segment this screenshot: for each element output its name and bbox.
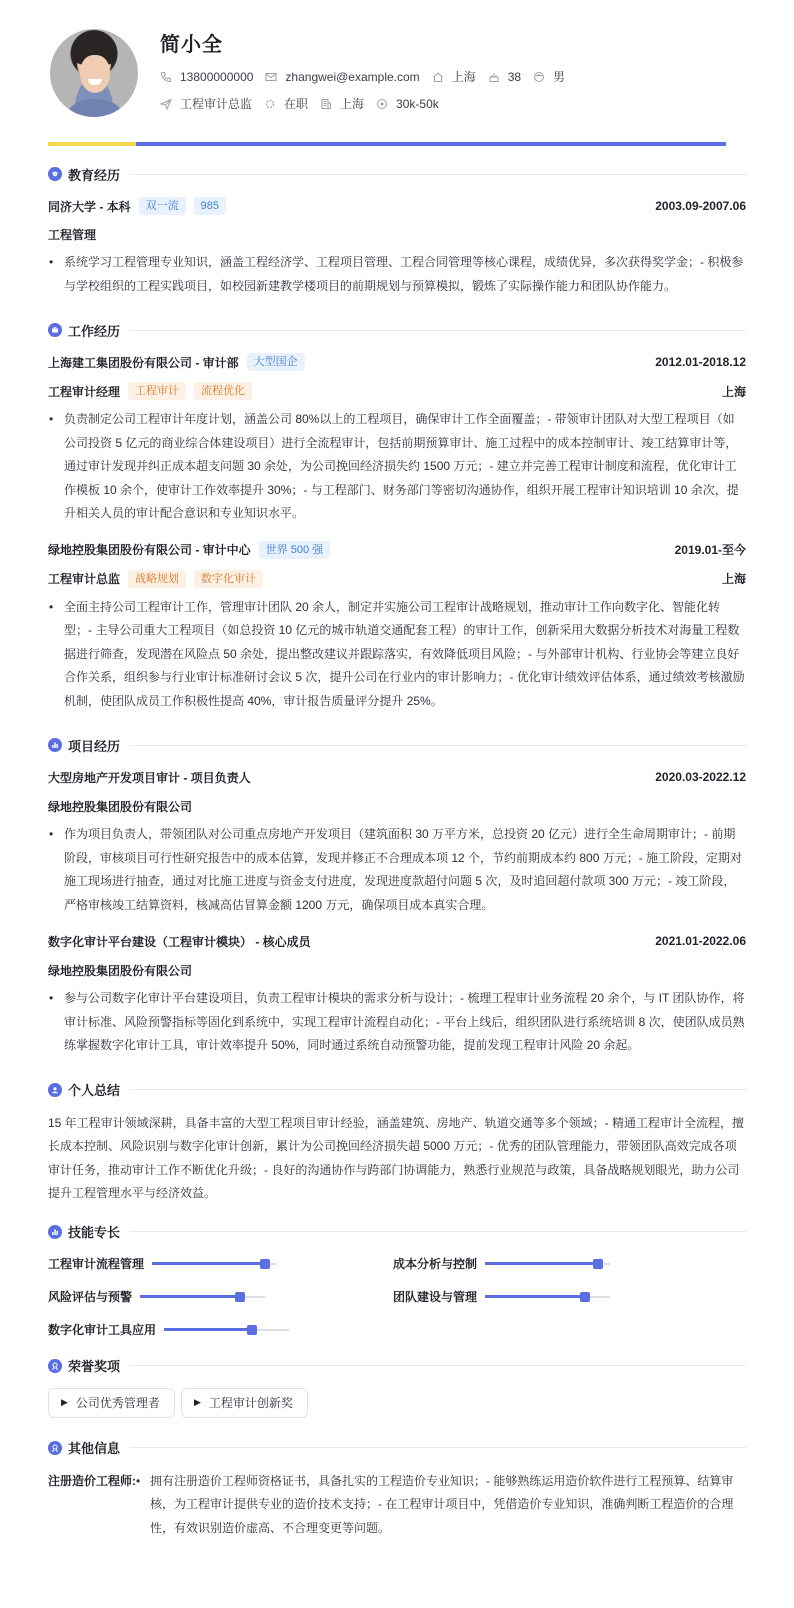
job-intent-row bbox=[160, 95, 451, 112]
project-date: 2021.01-2022.06 bbox=[655, 934, 746, 948]
work-date: 2019.01-至今 bbox=[674, 543, 746, 557]
school-tag: 985 bbox=[194, 197, 226, 215]
position-item bbox=[160, 95, 252, 112]
phone-icon bbox=[160, 71, 172, 83]
mail-icon bbox=[265, 71, 277, 83]
job-tag: 战略规划 bbox=[128, 570, 186, 588]
skill-item: 风险评估与预警 bbox=[48, 1287, 393, 1307]
skill-level-bar bbox=[485, 1259, 610, 1269]
status-icon bbox=[264, 98, 276, 110]
skill-level-bar bbox=[164, 1325, 289, 1335]
age-text: 38 bbox=[507, 69, 522, 84]
bar-chart-icon bbox=[48, 1225, 62, 1239]
award-icon bbox=[48, 1441, 62, 1455]
city-text: 上海 bbox=[340, 97, 365, 111]
status-text: 在职 bbox=[284, 97, 309, 111]
building-icon bbox=[320, 98, 332, 110]
bar-chart-icon bbox=[48, 738, 62, 752]
gender-item bbox=[533, 68, 565, 85]
project-description: • 参与公司数字化审计平台建设项目，负责工程审计模块的需求分析与设计；- 梳理工程审计业务流程 20 余个，与 IT 团队协作，将审计标准、风险预警指标等固化到系统中，实现工程审计流程自动化；- 平台上线后，组织团队进行系统培训 8 次，使团队成员熟练掌握数字化审计工具，审计效率提升 50%，同时通过系统自动预警功能，提前发现工程审计风险 20 余起。 bbox=[49, 991, 745, 1052]
candidate-name: 简小全 bbox=[160, 34, 223, 56]
job-tag: 数字化审计 bbox=[194, 570, 263, 588]
skill-item: 成本分析与控制 bbox=[393, 1254, 728, 1274]
avatar-face bbox=[80, 55, 110, 93]
work-description: • 全面主持公司工程审计工作，管理审计团队 20 余人，制定并实施公司工程审计战略规划，推动审计工作向数字化、智能化转型；- 主导公司重大工程项目（如总投资 10 亿元的城市轨道交通配套工程）的审计工作，创新采用大数据分析技术对海量工程数据进行筛查，发现潜在风险点 50 余处，提出整改建议并跟踪落实，有效降低项目风险；- 与外部审计机构、行业协会等建立良好合作关系，组织参与行业审计标准研讨会议 5 次，提升公司在行业内的审计影响力；- 优化审计绩效评估体系，通过绩效考核激励机制，使团队成员工作积极性提高 40%，审计报告质量评分提升 25%。 bbox=[49, 599, 745, 708]
education-item bbox=[48, 196, 746, 298]
work-location: 上海 bbox=[721, 384, 746, 399]
other-info-text: 拥有注册造价工程师资格证书，具备扎实的工程造价专业知识；- 能够熟练运用造价软件进行工程预算、结算审核，为工程审计提供专业的造价技术支持；- 在工程审计项目中，凭借造价专业知识，准确判断工程造价的合理性，有效识别造价虚高、不合理变更等问题。 bbox=[150, 1473, 734, 1535]
skill-level-bar bbox=[485, 1292, 610, 1302]
send-icon bbox=[160, 98, 172, 110]
job-tag: 流程优化 bbox=[194, 382, 252, 400]
section-other-title: 其他信息 bbox=[48, 1438, 746, 1458]
email-text: zhangwei@example.com bbox=[285, 69, 420, 84]
section-projects-title: 项目经历 bbox=[48, 735, 746, 755]
header-divider-bar bbox=[48, 142, 726, 146]
skills-grid bbox=[48, 1254, 746, 1340]
age-item bbox=[488, 70, 521, 84]
project-item bbox=[48, 767, 746, 917]
salary-item bbox=[376, 97, 439, 111]
graduation-cap-icon bbox=[48, 167, 62, 181]
email-item bbox=[265, 70, 419, 84]
work-description: • 负责制定公司工程审计年度计划，涵盖公司 80%以上的工程项目，确保审计工作全面覆盖；- 带领审计团队对大型工程项目（如公司投资 5 亿元的商业综合体建设项目）进行全流程审计，包括前期预算审计、施工过程中的成本控制审计、竣工结算审计等，通过审计发现并纠正成本超支问题 30 余处，为公司挽回经济损失约 1500 万元；- 建立并完善工程审计制度和流程，优化审计工作模板 10 余个，使审计工作效率提升 30%；- 与工程部门、财务部门等密切沟通协作，组织开展工程审计知识培训 10 余次，提升相关人员的审计配合意识和专业知识水平。 bbox=[49, 412, 739, 520]
user-icon bbox=[48, 1083, 62, 1097]
avatar-body bbox=[68, 99, 122, 117]
company-tag: 世界 500 强 bbox=[259, 541, 330, 559]
skill-item: 工程审计流程管理 bbox=[48, 1254, 393, 1274]
project-company: 绿地控股集团股份有限公司 bbox=[48, 799, 193, 814]
phone-item bbox=[160, 70, 253, 84]
project-company: 绿地控股集团股份有限公司 bbox=[48, 963, 193, 978]
position-text: 工程审计总监 bbox=[180, 97, 253, 111]
company-tag: 大型国企 bbox=[247, 353, 305, 371]
job-tag: 工程审计 bbox=[128, 382, 186, 400]
other-info-item: 注册造价工程师: • 拥有注册造价工程师资格证书，具备扎实的工程造价专业知识；- 能够熟练运用造价软件进行工程预算、结算审核，为工程审计提供专业的造价技术支持；- 在工程审计项目中，凭借造价专业知识，准确判断工程造价的合理性，有效识别造价虚高、不合理变更等问题。 bbox=[48, 1470, 746, 1541]
skill-level-bar bbox=[140, 1292, 265, 1302]
play-icon: ▶ bbox=[61, 1397, 68, 1407]
school-tag: 双一流 bbox=[139, 197, 186, 215]
project-description: • 作为项目负责人，带领团队对公司重点房地产开发项目（建筑面积 30 万平方米，总投资 20 亿元）进行全生命周期审计；- 前期阶段，审核项目可行性研究报告中的成本估算，发现并修正不合理成本项 12 个，节约前期成本约 800 万元；- 施工阶段，定期对施工现场进行抽查，通过对比施工进度与资金支付进度，发现进度款超付问题 5 次，及时追回超付款项 300 万元；- 竣工阶段，严格审核竣工结算资料，核减高估冒算金额 1200 万元，确保项目成本真实合理。 bbox=[49, 827, 743, 912]
city-item bbox=[320, 95, 364, 112]
home-icon bbox=[432, 71, 444, 83]
awards-list bbox=[48, 1388, 746, 1418]
cake-icon bbox=[488, 71, 500, 83]
briefcase-icon bbox=[48, 323, 62, 337]
company-name: 绿地控股集团股份有限公司 - 审计中心 bbox=[48, 543, 251, 557]
skill-item: 团队建设与管理 bbox=[393, 1287, 728, 1307]
skill-item: 数字化审计工具应用 bbox=[48, 1320, 393, 1340]
status-item bbox=[264, 95, 308, 112]
section-summary-title: 个人总结 bbox=[48, 1080, 746, 1100]
award-chip: ▶ 公司优秀管理者 bbox=[48, 1388, 175, 1418]
work-location: 上海 bbox=[721, 572, 746, 586]
award-icon bbox=[48, 1359, 62, 1373]
project-name: 大型房地产开发项目审计 - 项目负责人 bbox=[48, 770, 251, 785]
company-name: 上海建工集团股份有限公司 - 审计部 bbox=[48, 355, 239, 370]
job-title: 工程审计总监 bbox=[48, 572, 121, 586]
salary-text: 30k-50k bbox=[396, 96, 439, 111]
other-info-label: 注册造价工程师: bbox=[48, 1473, 136, 1488]
hometown-item bbox=[432, 68, 476, 85]
work-item bbox=[48, 352, 746, 526]
major: 工程管理 bbox=[48, 227, 97, 242]
job-title: 工程审计经理 bbox=[48, 384, 121, 399]
section-work-title: 工作经历 bbox=[48, 320, 746, 340]
summary-text: 15 年工程审计领域深耕，具备丰富的大型工程项目审计经验，涵盖建筑、房地产、轨道交通等多个领域；- 精通工程审计全流程，擅长成本控制、风险识别与数字化审计创新，累计为公司挽回经济损失超 5000 万元；- 优秀的团队管理能力，带领团队高效完成各项审计任务，推动审计工作不断优化升级；- 良好的沟通协作与跨部门协调能力，熟悉行业规范与政策，具备战略规划眼光，助力公司提升工程管理水平与经济效益。 bbox=[48, 1115, 745, 1200]
gender-text: 男 bbox=[553, 70, 566, 84]
profile-header bbox=[48, 0, 746, 146]
gender-icon bbox=[533, 71, 545, 83]
school-name: 同济大学 - 本科 bbox=[48, 199, 131, 214]
avatar bbox=[50, 29, 138, 117]
play-icon: ▶ bbox=[193, 1397, 201, 1407]
section-education-title: 教育经历 bbox=[48, 164, 746, 184]
contact-row bbox=[160, 68, 577, 85]
education-description: • 系统学习工程管理专业知识，涵盖工程经济学、工程项目管理、工程合同管理等核心课程，成绩优异，多次获得奖学金；- 积极参与学校组织的工程实践项目，如校园新建教学楼项目的前期规划与预算模拟，锻炼了实际操作能力和团队协作能力。 bbox=[49, 255, 744, 293]
skill-level-bar bbox=[152, 1259, 277, 1269]
hometown-text: 上海 bbox=[451, 70, 476, 84]
work-date: 2012.01-2018.12 bbox=[655, 355, 746, 369]
award-chip: ▶ 工程审计创新奖 bbox=[181, 1388, 308, 1418]
work-item bbox=[48, 540, 746, 714]
project-date: 2020.03-2022.12 bbox=[655, 770, 746, 784]
phone-text: 13800000000 bbox=[180, 69, 254, 84]
salary-icon bbox=[376, 98, 388, 110]
project-item bbox=[48, 931, 746, 1058]
section-skills-title: 技能专长 bbox=[48, 1222, 746, 1242]
education-date: 2003.09-2007.06 bbox=[655, 199, 746, 213]
project-name: 数字化审计平台建设（工程审计模块） - 核心成员 bbox=[48, 934, 311, 949]
section-awards-title: 荣誉奖项 bbox=[48, 1356, 746, 1376]
